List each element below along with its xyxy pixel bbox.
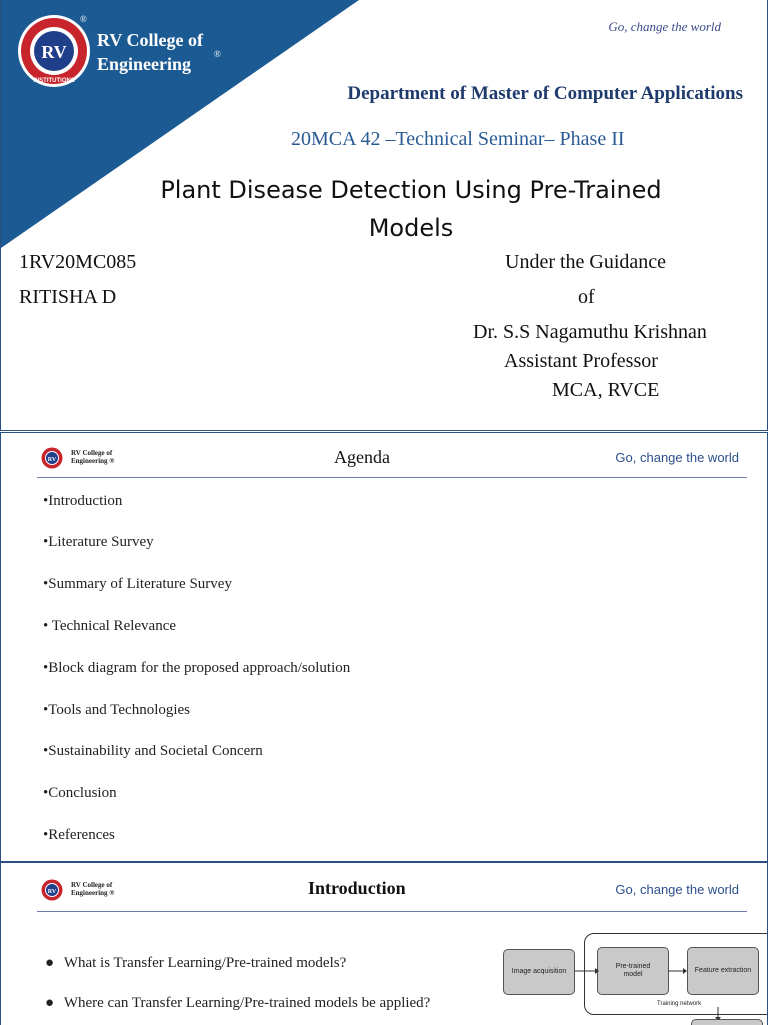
college-name-small-line2: Engineering ® [71, 889, 115, 897]
college-name-small-line1: RV College of [71, 881, 113, 889]
college-name [97, 28, 203, 76]
student-name: RITISHA D [19, 286, 117, 308]
college-name-small-line2: Engineering ® [71, 457, 115, 465]
diagram-box-feature-extraction: Feature extraction [687, 947, 759, 995]
bullet-icon: ● [45, 995, 55, 1011]
header-divider [37, 477, 747, 478]
diagram-arrows [571, 963, 691, 983]
svg-text:RV: RV [41, 42, 67, 62]
agenda-item: •Sustainability and Societal Concern [43, 743, 263, 759]
seminar-title [111, 171, 711, 247]
guidance-label: Under the Guidance [505, 251, 667, 273]
guidance-of: of [578, 286, 595, 308]
bullet-icon: ● [45, 955, 55, 971]
seminar-title-line1: Plant Disease Detection Using Pre-Trained [160, 176, 662, 204]
college-name-small [71, 449, 115, 465]
tagline: Go, change the world [615, 882, 739, 897]
guide-name: Dr. S.S Nagamuthu Krishnan [473, 321, 707, 343]
rv-logo [17, 14, 91, 88]
agenda-item: •References [43, 827, 115, 843]
college-name-line1: RV College of [97, 30, 204, 50]
svg-text:RV: RV [47, 889, 57, 895]
agenda-item: •Conclusion [43, 785, 117, 801]
svg-text:INSTITUTIONS: INSTITUTIONS [33, 78, 75, 84]
seminar-title-line2: Models [368, 214, 454, 242]
tagline: Go, change the world [615, 450, 739, 465]
intro-bullet [45, 995, 430, 1012]
diagram-box-next [691, 1019, 763, 1025]
college-name-small-line1: RV College of [71, 449, 113, 457]
diagram-box-pretrained-line2: model [623, 971, 643, 978]
intro-bullet-text: Where can Transfer Learning/Pre-trained models be applied? [63, 995, 431, 1011]
guide-designation: Assistant Professor [504, 350, 658, 372]
diagram-box-pretrained-line1: Pre-trained [615, 963, 651, 970]
diagram-label-training-network: Training network [657, 1001, 702, 1007]
intro-bullet-text: What is Transfer Learning/Pre-trained models? [63, 955, 347, 971]
college-name-small [71, 881, 115, 897]
agenda-slide [0, 432, 768, 862]
registered-mark: ® [80, 14, 87, 24]
header-divider [37, 911, 747, 912]
agenda-item: •Literature Survey [43, 534, 154, 550]
slide-title: Agenda [334, 447, 390, 467]
rv-logo-small [41, 447, 63, 469]
svg-text:RV: RV [47, 457, 57, 463]
course-code: 20MCA 42 –Technical Seminar– Phase II [291, 128, 625, 150]
agenda-item: •Block diagram for the proposed approach/solution [43, 660, 351, 676]
tagline: Go, change the world [608, 19, 721, 34]
student-usn: 1RV20MC085 [19, 251, 137, 273]
intro-bullet [45, 955, 346, 972]
agenda-item: • Technical Relevance [43, 618, 177, 634]
slide-title: Introduction [308, 878, 406, 898]
guide-department: MCA, RVCE [552, 379, 660, 401]
rv-logo-small [41, 879, 63, 901]
registered-mark-2: ® [214, 49, 221, 59]
diagram-box-image-acquisition: Image acquisition [503, 949, 575, 995]
title-slide [0, 0, 768, 431]
department-name: Department of Master of Computer Applications [347, 83, 743, 104]
agenda-item: •Introduction [43, 493, 123, 509]
agenda-item: •Summary of Literature Survey [43, 576, 232, 592]
college-name-line2: Engineering [97, 54, 192, 74]
introduction-slide [0, 862, 768, 1025]
agenda-item: •Tools and Technologies [43, 702, 191, 718]
